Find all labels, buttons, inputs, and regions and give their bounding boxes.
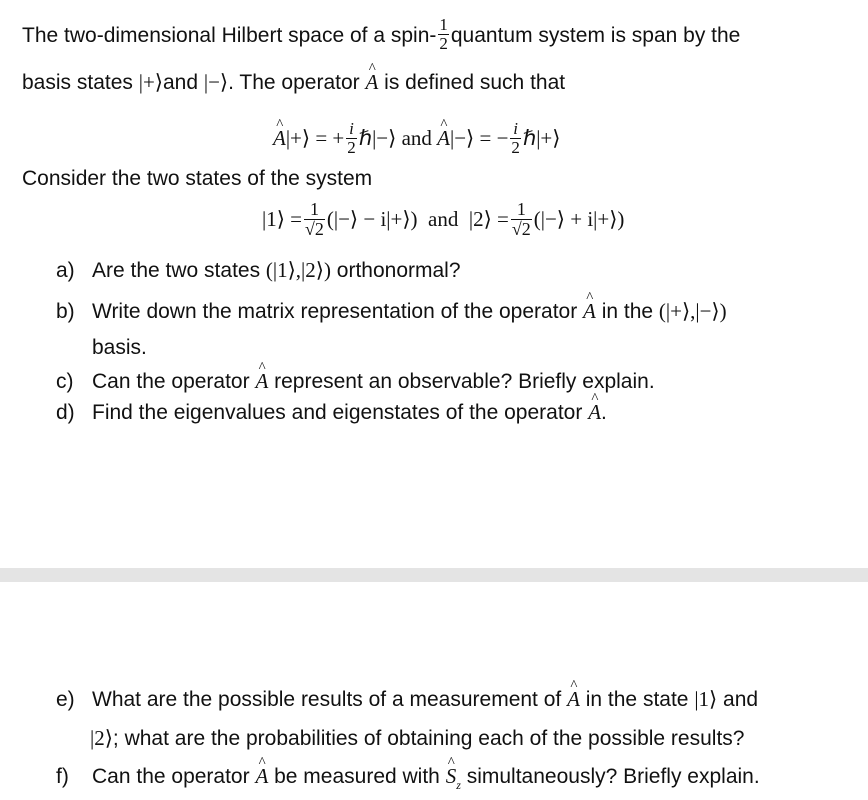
intro-text-1a: The two-dimensional Hilbert space of a spin- bbox=[22, 23, 437, 47]
operator-a: A ^ bbox=[255, 766, 268, 787]
intro-and: and bbox=[162, 71, 204, 94]
intro-text-1b: quantum system is span by the bbox=[450, 23, 741, 47]
consider-line: Consider the two states of the system bbox=[22, 167, 373, 190]
operator-a: A ^ bbox=[273, 128, 286, 149]
ket-plus: |+⟩ bbox=[138, 70, 163, 94]
spin-fraction: $\frac{1}{2}$ bbox=[439, 15, 448, 53]
intro-line-2 bbox=[22, 72, 565, 93]
intro-text-2c: is defined such that bbox=[378, 71, 566, 94]
ket-minus: |−⟩ bbox=[203, 70, 229, 94]
states-equation: |1⟩ = $\frac{1}{√2}$ (|−⟩ − i|+⟩) and |2⟩ = $\frac{1}{√2}$ (|−⟩ + i|+⟩) bbox=[262, 199, 625, 239]
question-f: f) Can the operator A ^ be measured with S $\^{}_z$ simultaneously? Briefly explain. bbox=[56, 766, 760, 787]
intro-line-1 bbox=[22, 15, 741, 55]
one-over-root-two: $\frac{1}{√2}$ bbox=[511, 199, 531, 239]
question-e: e) What are the possible results of a measurement of A ^ in the state |1⟩ and bbox=[56, 689, 758, 710]
question-d: d) Find the eigenvalues and eigenstates of the operator A ^. bbox=[56, 402, 607, 423]
definition-equation: A ^|+⟩ = + $\frac{i}{2}$ ℏ|−⟩ and A ^|−⟩ = − $\frac{i}{2}$ ℏ|+⟩ bbox=[273, 122, 560, 159]
question-a: a) Are the two states (|1⟩,|2⟩) orthonormal? bbox=[56, 258, 461, 282]
question-b: b) Write down the matrix representation of the operator A ^ in the (|+⟩,|−⟩) bbox=[56, 301, 727, 322]
operator-a: A ^ bbox=[583, 301, 596, 322]
question-e-continuation: |2⟩; what are the probabilities of obtaining each of the possible results? bbox=[90, 726, 745, 750]
operator-a: A ^ bbox=[437, 128, 450, 149]
page-separator bbox=[0, 568, 868, 582]
operator-a: A ^ bbox=[365, 72, 378, 93]
i-over-2-fraction: $\frac{i}{2}$ bbox=[511, 119, 520, 157]
question-c: c) Can the operator A ^ represent an observable? Briefly explain. bbox=[56, 371, 655, 392]
one-over-root-two: $\frac{1}{√2}$ bbox=[305, 199, 324, 239]
operator-a: A ^ bbox=[588, 402, 601, 423]
question-b-continuation: basis. bbox=[92, 336, 147, 359]
operator-a: A ^ bbox=[255, 371, 268, 392]
intro-text-2a: basis states bbox=[22, 71, 139, 94]
intro-text-2b: . The operator bbox=[228, 71, 366, 94]
operator-s: S ^ bbox=[446, 766, 457, 787]
i-over-2-fraction: $\frac{i}{2}$ bbox=[347, 119, 356, 157]
operator-a: A ^ bbox=[567, 689, 580, 710]
